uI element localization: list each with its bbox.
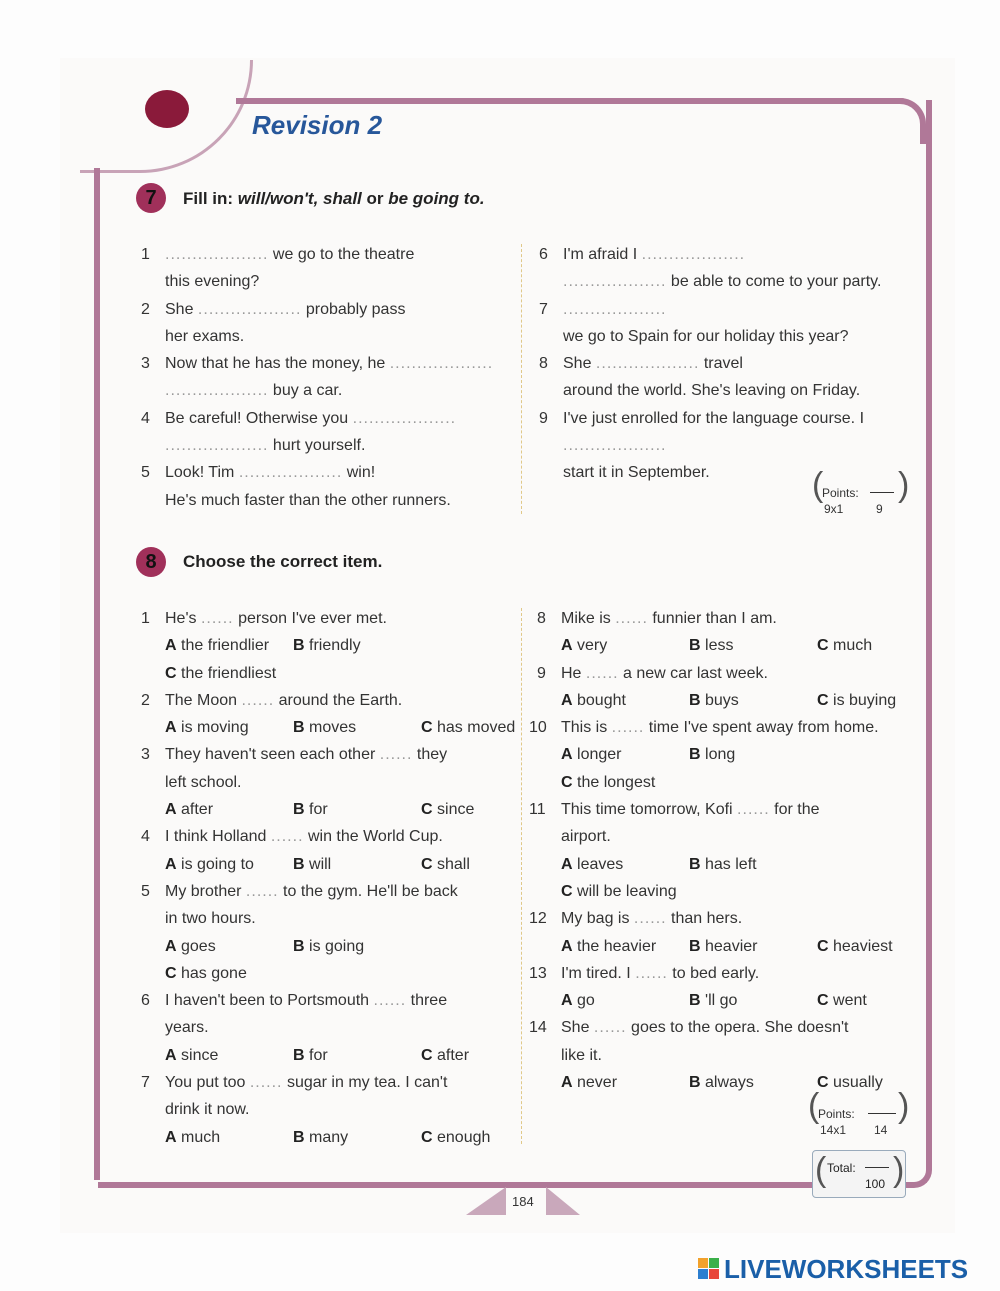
question-text: ................... we go to the theatre: [165, 246, 415, 263]
answer-blank: ......: [241, 691, 275, 709]
option-c[interactable]: C since: [421, 801, 475, 819]
question-line: [537, 605, 912, 632]
answer-blank: ......: [585, 664, 619, 682]
answer-blank: ......: [615, 610, 648, 627]
liveworksheets-logo-icon: [698, 1258, 720, 1280]
question-number: 6: [141, 992, 150, 1010]
question-text: in two hours.: [165, 910, 256, 928]
answer-blank: ......: [611, 719, 645, 737]
question-text: we go to Spain for our holiday this year?: [563, 327, 849, 345]
question-number: 3: [141, 746, 150, 764]
options: [561, 878, 677, 905]
question-text: She ................... probably pass: [165, 300, 406, 318]
option-b[interactable]: B 'll go: [689, 992, 738, 1010]
answer-blank: ......: [593, 1019, 627, 1037]
question-number: 2: [141, 691, 150, 709]
page-frame-left: [94, 168, 100, 1180]
question-text: left school.: [165, 773, 242, 791]
question-number: 10: [529, 719, 547, 737]
option-c[interactable]: C heaviest: [817, 937, 893, 955]
options: [165, 960, 247, 987]
question-line: [141, 268, 511, 295]
answer-blank[interactable]: ...................: [641, 246, 746, 263]
question-number: 14: [529, 1019, 547, 1037]
question-text: Mike is ...... funnier than I am.: [561, 610, 777, 627]
question-number: 5: [141, 464, 150, 482]
question-text: years.: [165, 1019, 209, 1037]
question-line: [141, 905, 511, 932]
question-number: 4: [141, 828, 150, 846]
option-a[interactable]: A never: [561, 1074, 618, 1092]
question-number: 7: [539, 300, 548, 318]
question-line: [539, 432, 909, 459]
header-dot: [145, 90, 189, 128]
answer-blank: ......: [633, 910, 667, 928]
option-c[interactable]: C will be leaving: [561, 882, 677, 900]
options: [561, 1069, 883, 1096]
question-line: [539, 323, 909, 350]
options-row: [141, 796, 511, 823]
question-text: drink it now.: [165, 1101, 250, 1119]
question-number: 6: [539, 246, 548, 263]
question-line: [141, 459, 511, 486]
question-text: [563, 296, 666, 323]
answer-blank[interactable]: ...................: [563, 273, 667, 291]
question-line: [141, 1096, 511, 1123]
option-a[interactable]: A leaves: [561, 855, 624, 873]
question-number: 1: [141, 610, 150, 627]
question-line: [539, 241, 909, 268]
question-text: They haven't seen each other ...... they: [165, 746, 448, 764]
options-row: [141, 960, 511, 987]
options: [165, 796, 474, 823]
question-text: Look! Tim ................... win!: [165, 464, 376, 482]
page-number: 184: [512, 1194, 534, 1209]
question-line: [141, 741, 511, 768]
option-a[interactable]: A longer: [561, 746, 622, 764]
answer-blank[interactable]: ...................: [389, 355, 494, 373]
question-number: 2: [141, 300, 150, 318]
question-number: 12: [529, 910, 547, 928]
option-a[interactable]: A since: [165, 1046, 219, 1064]
option-c[interactable]: C is buying: [817, 691, 897, 709]
options-row: [537, 687, 912, 714]
question-text: He's ...... person I've ever met.: [165, 610, 387, 627]
question-text: He's much faster than the other runners.: [165, 491, 451, 509]
answer-blank[interactable]: ...................: [165, 246, 269, 263]
options: [561, 741, 735, 768]
question-line: [539, 350, 909, 377]
question-line: [529, 1014, 912, 1041]
option-c[interactable]: C went: [817, 992, 867, 1010]
options: [561, 769, 655, 796]
question-line: [141, 823, 511, 850]
question-line: [141, 1014, 511, 1041]
answer-blank[interactable]: ...................: [563, 437, 667, 455]
option-c[interactable]: C enough: [421, 1128, 491, 1146]
option-a[interactable]: A goes: [165, 937, 216, 955]
options-row: [537, 987, 912, 1014]
question-text: She ................... travel: [563, 355, 743, 373]
options-row: [537, 851, 912, 878]
question-number: 5: [141, 882, 150, 900]
option-b[interactable]: B for: [293, 801, 328, 819]
option-b[interactable]: B will: [293, 855, 332, 873]
question-line: [141, 878, 511, 905]
page-title: Revision 2: [252, 110, 383, 140]
question-number: 7: [141, 1074, 150, 1092]
question-line: [537, 660, 912, 687]
options: [561, 933, 893, 960]
option-b[interactable]: B heavier: [689, 937, 758, 955]
question-text: I haven't been to Portsmouth ...... three: [165, 992, 448, 1010]
question-text: Be careful! Otherwise you ...................: [165, 409, 457, 427]
answer-blank[interactable]: ...................: [165, 382, 269, 400]
section-8-right-column: [529, 605, 912, 1096]
question-line: [141, 296, 511, 323]
option-b[interactable]: B friendly: [293, 637, 361, 655]
question-line: [537, 1042, 912, 1069]
option-a[interactable]: A after: [165, 801, 214, 819]
option-a[interactable]: A the heavier: [561, 937, 657, 955]
answer-blank[interactable]: ...................: [595, 355, 700, 373]
question-text: start it in September.: [563, 464, 710, 482]
option-b[interactable]: B long: [689, 746, 736, 764]
options-row: [537, 1069, 912, 1096]
question-text: like it.: [561, 1046, 602, 1064]
answer-blank: ......: [270, 828, 304, 846]
answer-blank: ......: [737, 801, 770, 819]
question-text: I think Holland ...... win the World Cup.: [165, 828, 443, 846]
question-text: her exams.: [165, 327, 245, 345]
question-text: She ...... goes to the opera. She doesn't: [561, 1019, 849, 1037]
options: [561, 632, 872, 659]
question-line: [141, 987, 511, 1014]
question-number: 13: [529, 964, 547, 982]
question-line: [529, 905, 912, 932]
answer-blank[interactable]: ...................: [352, 409, 457, 427]
liveworksheets-brand: LIVEWORKSHEETS: [724, 1254, 969, 1284]
answer-blank[interactable]: ...................: [238, 464, 343, 482]
section-7-right-column: [539, 241, 909, 487]
question-number: 8: [537, 610, 546, 627]
option-b[interactable]: B moves: [293, 719, 357, 737]
section-8-instruction: Choose the correct item.: [183, 552, 383, 571]
section-7-left-column: [141, 241, 511, 514]
question-text: I've just enrolled for the language course. I: [563, 409, 865, 427]
answer-blank[interactable]: ...................: [165, 437, 269, 455]
question-text: around the world. She's leaving on Friday.: [563, 382, 861, 400]
option-c[interactable]: C much: [817, 637, 873, 655]
question-line: [537, 823, 912, 850]
question-number: 8: [539, 355, 548, 373]
question-line: [539, 268, 909, 295]
option-a[interactable]: A bought: [561, 691, 626, 709]
answer-blank[interactable]: ...................: [563, 300, 667, 318]
options: [165, 933, 364, 960]
options-row: [141, 660, 511, 687]
options: [165, 1042, 469, 1069]
option-c[interactable]: C usually: [817, 1074, 883, 1092]
option-c[interactable]: C the friendliest: [165, 664, 277, 682]
option-b[interactable]: B less: [689, 637, 734, 655]
page-arrow-right: [546, 1187, 580, 1215]
options-row: [141, 714, 516, 741]
options-row: [141, 632, 511, 659]
option-c[interactable]: C shall: [421, 855, 470, 873]
option-a[interactable]: A very: [561, 637, 608, 655]
options: [165, 632, 361, 659]
question-text: He ...... a new car last week.: [561, 664, 768, 682]
question-line: [141, 605, 511, 632]
option-a[interactable]: A go: [561, 992, 595, 1010]
answer-blank: ......: [373, 992, 407, 1010]
question-text: ................... hurt yourself.: [165, 437, 366, 455]
section-8-left-column: [141, 605, 516, 1151]
column-divider: [521, 244, 522, 514]
question-text: The Moon ...... around the Earth.: [165, 691, 403, 709]
question-number: 11: [529, 801, 546, 819]
options-row: [537, 741, 912, 768]
question-text: My brother ...... to the gym. He'll be back: [165, 882, 458, 900]
question-line: [141, 350, 511, 377]
option-a[interactable]: A is going to: [165, 855, 254, 873]
option-a[interactable]: A much: [165, 1128, 221, 1146]
question-number: 1: [141, 246, 150, 263]
option-c[interactable]: C has moved: [421, 719, 516, 737]
option-b[interactable]: B buys: [689, 691, 739, 709]
options: [165, 660, 276, 687]
question-text: This time tomorrow, Kofi ...... for the: [561, 801, 820, 819]
page-arrow-left: [466, 1187, 506, 1215]
question-line: [141, 432, 511, 459]
question-line: [529, 960, 912, 987]
column-divider: [521, 608, 522, 1144]
question-line: [539, 296, 909, 323]
option-b[interactable]: B for: [293, 1046, 328, 1064]
question-line: [141, 1069, 511, 1096]
question-number: 9: [537, 664, 546, 682]
option-c[interactable]: C after: [421, 1046, 470, 1064]
answer-blank: ......: [635, 964, 668, 982]
question-text: My bag is ...... than hers.: [561, 910, 743, 928]
option-c[interactable]: C has gone: [165, 964, 247, 982]
option-c[interactable]: C the longest: [561, 773, 656, 791]
option-b[interactable]: B is going: [293, 937, 365, 955]
options-row: [141, 933, 511, 960]
question-line: [141, 405, 511, 432]
options-row: [141, 1124, 511, 1151]
total-box: ( Total: 100 ): [812, 1150, 906, 1198]
question-line: [529, 714, 912, 741]
options: [165, 1124, 490, 1151]
question-number: 9: [539, 409, 548, 427]
question-text: You put too ...... sugar in my tea. I can't: [165, 1074, 448, 1092]
page-frame-top: [236, 98, 908, 104]
answer-blank: ......: [200, 610, 234, 627]
options-row: [537, 933, 912, 960]
question-text: ................... buy a car.: [165, 382, 343, 400]
option-b[interactable]: B always: [689, 1074, 754, 1092]
options-row: [537, 769, 912, 796]
question-line: [539, 405, 909, 432]
option-b[interactable]: B many: [293, 1128, 349, 1146]
answer-blank: ......: [379, 746, 413, 764]
section-7-badge: 7: [136, 183, 166, 213]
options-row: [537, 632, 912, 659]
question-line: [141, 769, 511, 796]
options: [165, 851, 470, 878]
question-text: I'm tired. I ...... to bed early.: [561, 964, 760, 982]
question-line: [539, 459, 909, 486]
question-text: This is ...... time I've spent away from home.: [561, 719, 879, 737]
section-8-badge: 8: [136, 547, 166, 577]
options-row: [141, 851, 511, 878]
question-line: [539, 377, 909, 404]
options: [165, 714, 515, 741]
option-a[interactable]: A the friendlier: [165, 637, 270, 655]
question-text: I'm afraid I ...................: [563, 246, 746, 263]
answer-blank: ......: [249, 1074, 283, 1092]
options: [561, 987, 867, 1014]
question-number: 3: [141, 355, 150, 373]
options-row: [141, 1042, 511, 1069]
question-line: [529, 796, 912, 823]
option-a[interactable]: A is moving: [165, 719, 249, 737]
question-text: airport.: [561, 828, 611, 846]
question-text: [563, 432, 666, 459]
options: [561, 687, 896, 714]
section-7-instruction: Fill in: will/won't, shall or be going to.: [183, 189, 485, 208]
question-text: Now that he has the money, he ...................: [165, 355, 494, 373]
question-line: [141, 323, 511, 350]
question-text: this evening?: [165, 273, 260, 291]
answer-blank[interactable]: ...................: [197, 300, 302, 318]
question-line: [141, 241, 511, 268]
question-line: [141, 487, 511, 514]
options-row: [537, 878, 912, 905]
question-line: [141, 377, 511, 404]
answer-blank: ......: [245, 882, 279, 900]
question-text: ................... be able to come to your party.: [563, 273, 882, 291]
question-number: 4: [141, 409, 150, 427]
option-b[interactable]: B has left: [689, 855, 757, 873]
options: [561, 851, 757, 878]
question-line: [141, 687, 511, 714]
